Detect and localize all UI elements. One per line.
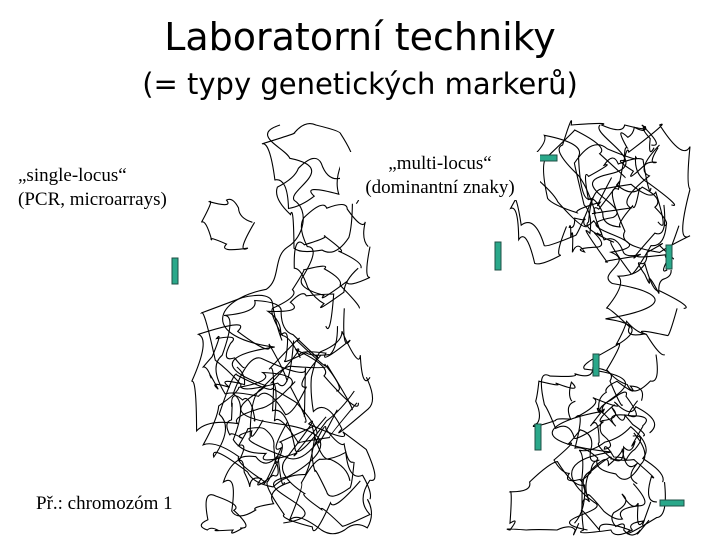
chromatin-loop [607,321,665,391]
example-caption: Př.: chromozóm 1 [36,493,173,514]
marker-multi-5 [535,424,541,450]
single-locus-methods: (PCR, microarrays) [18,189,167,210]
chromatin-strand [552,125,655,530]
marker-multi-4 [593,354,599,376]
marker-multi-3 [666,245,672,269]
chromatin-loop [202,199,255,249]
chromatin-loop [507,462,585,535]
chromatin-loop [554,430,599,481]
marker-multi-2 [495,242,501,270]
chromatin-loop [201,495,246,533]
multi-locus-description: (dominantní znaky) [365,177,515,198]
marker-single-locus [172,258,178,284]
chromatin-loop [282,421,374,526]
chromatin-loop [612,494,649,535]
chromatin-loop [272,266,359,358]
marker-multi-6 [660,500,684,506]
single-locus-label [18,164,167,212]
chromatin-loop [606,264,686,336]
single-locus-title: „single-locus“ [18,165,127,186]
slide-title: Laboratorní techniky [164,15,556,59]
chromatin-loop [289,452,371,533]
chromatin-loop [239,428,279,487]
chromatin-loop [223,456,290,516]
chromatin-strand [223,125,321,523]
chromatin-loop [202,295,294,389]
multi-locus-title: „multi-locus“ [388,153,492,174]
chromatin-loop [541,368,622,439]
slide-subtitle: (= typy genetických markerů) [142,67,578,101]
multi-locus-label [340,152,540,200]
